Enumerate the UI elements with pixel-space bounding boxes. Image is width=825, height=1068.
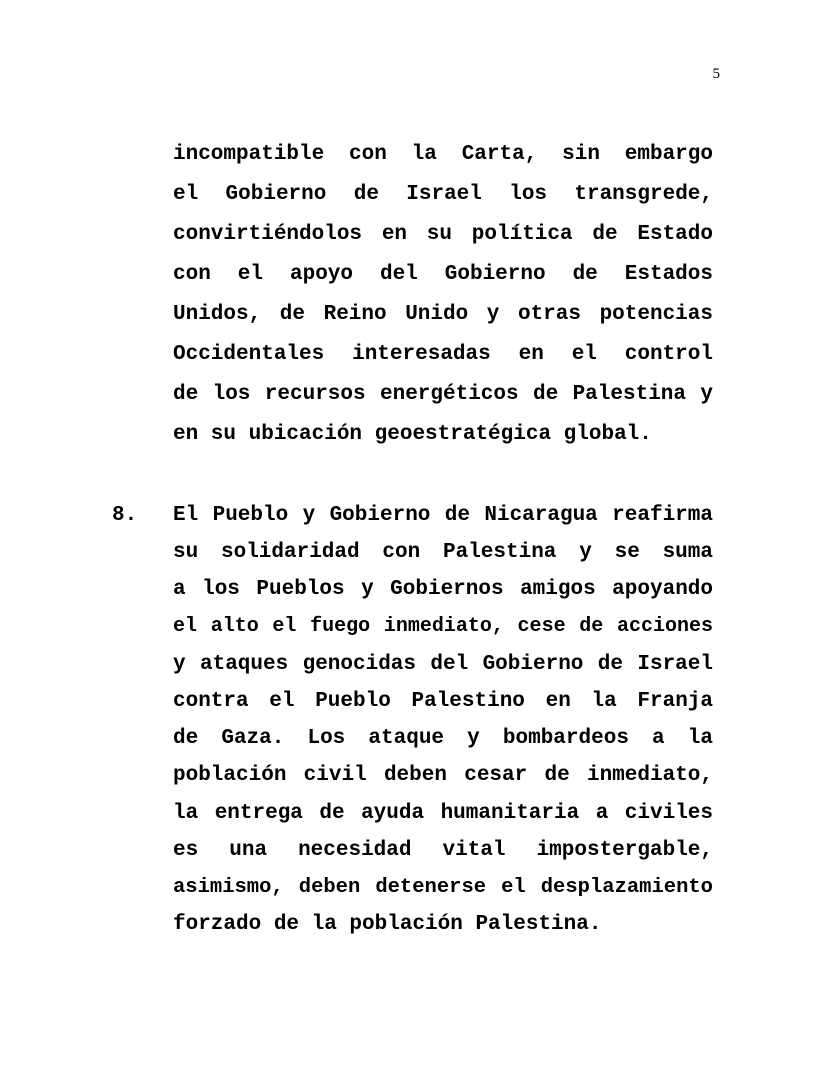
text-line: con el apoyo del Gobierno de Estados xyxy=(173,263,713,286)
text-line: a los Pueblos y Gobiernos amigos apoyando xyxy=(173,578,713,601)
text-line: de Gaza. Los ataque y bombardeos a la xyxy=(173,727,713,750)
text-line: la entrega de ayuda humanitaria a civiles xyxy=(173,802,713,825)
text-line: El Pueblo y Gobierno de Nicaragua reafirma xyxy=(173,504,713,527)
item-number: 8. xyxy=(112,504,138,527)
text-line: asimismo, deben detenerse el desplazamiento xyxy=(173,876,713,899)
text-line: de los recursos energéticos de Palestina y xyxy=(173,383,713,406)
text-line: población civil deben cesar de inmediato, xyxy=(173,764,713,787)
page-number: 5 xyxy=(712,66,720,82)
text-line: Unidos, de Reino Unido y otras potencias xyxy=(173,303,713,326)
text-line: Occidentales interesadas en el control xyxy=(173,343,713,366)
text-line: incompatible con la Carta, sin embargo xyxy=(173,143,713,166)
text-line: convirtiéndolos en su política de Estado xyxy=(173,223,713,246)
text-line: en su ubicación geoestratégica global. xyxy=(173,423,652,446)
text-line: el alto el fuego inmediato, cese de acciones xyxy=(173,615,713,638)
text-line: forzado de la población Palestina. xyxy=(173,913,602,936)
text-line: el Gobierno de Israel los transgrede, xyxy=(173,183,713,206)
text-line: y ataques genocidas del Gobierno de Israel xyxy=(173,653,713,676)
text-line: es una necesidad vital impostergable, xyxy=(173,839,713,862)
text-line: su solidaridad con Palestina y se suma xyxy=(173,541,713,564)
text-line: contra el Pueblo Palestino en la Franja xyxy=(173,690,713,713)
